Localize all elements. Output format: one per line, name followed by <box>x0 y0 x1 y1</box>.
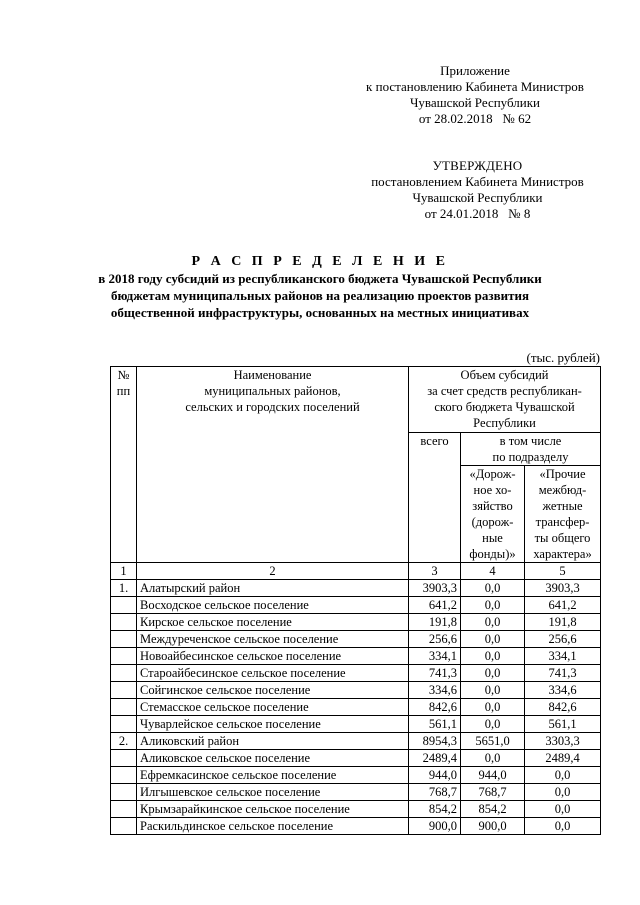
row-other-transfers: 561,1 <box>525 716 601 733</box>
column-number-row <box>111 563 601 580</box>
colnum-1: 1 <box>111 563 137 580</box>
row-total: 854,2 <box>409 801 461 818</box>
row-total: 191,8 <box>409 614 461 631</box>
row-number: 2. <box>111 733 137 750</box>
row-road-funds: 768,7 <box>461 784 525 801</box>
row-number <box>111 818 137 835</box>
header-road-line-6: фонды)» <box>469 547 516 561</box>
row-total: 561,1 <box>409 716 461 733</box>
header-num-line-1: № <box>117 368 130 382</box>
row-road-funds: 0,0 <box>461 699 525 716</box>
row-other-transfers: 0,0 <box>525 801 601 818</box>
row-number <box>111 648 137 665</box>
row-other-transfers: 641,2 <box>525 597 601 614</box>
row-other-transfers: 842,6 <box>525 699 601 716</box>
row-name: Алатырский район <box>137 580 409 597</box>
row-total: 641,2 <box>409 597 461 614</box>
table-row <box>111 733 601 750</box>
row-other-transfers: 0,0 <box>525 767 601 784</box>
row-road-funds: 0,0 <box>461 665 525 682</box>
header-road-line-4: (дорож- <box>471 515 514 529</box>
row-total: 842,6 <box>409 699 461 716</box>
row-number <box>111 784 137 801</box>
header-total: всего <box>409 433 461 563</box>
row-total: 334,6 <box>409 682 461 699</box>
table-body <box>111 580 601 835</box>
table-row <box>111 767 601 784</box>
row-road-funds: 0,0 <box>461 648 525 665</box>
table-row <box>111 580 601 597</box>
colnum-3: 3 <box>409 563 461 580</box>
header-num <box>111 367 137 563</box>
row-other-transfers: 256,6 <box>525 631 601 648</box>
row-road-funds: 0,0 <box>461 631 525 648</box>
row-number <box>111 682 137 699</box>
approved-line-3: Чувашской Республики <box>412 190 543 205</box>
row-total: 256,6 <box>409 631 461 648</box>
row-number <box>111 750 137 767</box>
header-other-transfers <box>525 466 601 563</box>
header-volume-line-3: ского бюджета Чувашской <box>434 400 575 414</box>
table-row <box>111 784 601 801</box>
row-name: Илгышевское сельское поселение <box>137 784 409 801</box>
table-row <box>111 818 601 835</box>
row-road-funds: 0,0 <box>461 716 525 733</box>
row-number: 1. <box>111 580 137 597</box>
header-other-line-1: «Прочие <box>539 467 586 481</box>
title-line-2: в 2018 году субсидий из республиканского бюджета Чувашской Республики <box>98 271 542 286</box>
approved-line-2: постановлением Кабинета Министров <box>371 174 584 189</box>
row-name: Стемасское сельское поселение <box>137 699 409 716</box>
row-road-funds: 944,0 <box>461 767 525 784</box>
approved-block <box>360 158 595 222</box>
header-including-line-1: в том числе <box>499 434 562 448</box>
header-road-line-1: «Дорож- <box>469 467 516 481</box>
row-total: 900,0 <box>409 818 461 835</box>
row-other-transfers: 2489,4 <box>525 750 601 767</box>
row-name: Раскильдинское сельское поселение <box>137 818 409 835</box>
document-title <box>80 253 560 321</box>
approved-date-number: от 24.01.2018 № 8 <box>424 206 531 221</box>
header-other-line-5: ты общего <box>534 531 591 545</box>
row-name: Крымзарайкинское сельское поселение <box>137 801 409 818</box>
header-including <box>461 433 601 466</box>
row-other-transfers: 334,1 <box>525 648 601 665</box>
header-volume-line-4: Республики <box>473 416 536 430</box>
header-volume-line-1: Объем субсидий <box>460 368 549 382</box>
row-road-funds: 5651,0 <box>461 733 525 750</box>
header-name-line-1: Наименование <box>233 368 312 382</box>
header-road-funds <box>461 466 525 563</box>
row-number <box>111 614 137 631</box>
header-other-line-6: характера» <box>533 547 592 561</box>
row-name: Аликовский район <box>137 733 409 750</box>
row-name: Ефремкасинское сельское поселение <box>137 767 409 784</box>
approved-title: УТВЕРЖДЕНО <box>432 158 523 173</box>
row-other-transfers: 3303,3 <box>525 733 601 750</box>
header-road-line-5: ные <box>482 531 503 545</box>
annex-line-3: Чувашской Республики <box>409 95 541 110</box>
row-other-transfers: 0,0 <box>525 784 601 801</box>
header-other-line-3: жетные <box>542 499 583 513</box>
row-name: Междуреченское сельское поселение <box>137 631 409 648</box>
row-name: Восходское сельское поселение <box>137 597 409 614</box>
header-including-line-2: по подразделу <box>492 450 569 464</box>
table-row <box>111 716 601 733</box>
row-total: 3903,3 <box>409 580 461 597</box>
row-road-funds: 0,0 <box>461 580 525 597</box>
annex-block <box>360 63 590 127</box>
row-number <box>111 716 137 733</box>
table-row <box>111 648 601 665</box>
row-name: Кирское сельское поселение <box>137 614 409 631</box>
header-road-line-3: зяйство <box>472 499 513 513</box>
table-row <box>111 750 601 767</box>
row-total: 334,1 <box>409 648 461 665</box>
header-name-line-2: муниципальных районов, <box>204 384 341 398</box>
row-total: 944,0 <box>409 767 461 784</box>
table-row <box>111 665 601 682</box>
colnum-4: 4 <box>461 563 525 580</box>
title-heading: Р А С П Р Е Д Е Л Е Н И Е <box>191 254 449 269</box>
header-volume-line-2: за счет средств республикан- <box>427 384 582 398</box>
header-volume <box>409 367 601 433</box>
colnum-2: 2 <box>137 563 409 580</box>
row-name: Новоайбесинское сельское поселение <box>137 648 409 665</box>
subsidy-table <box>110 366 601 835</box>
row-road-funds: 0,0 <box>461 750 525 767</box>
row-road-funds: 0,0 <box>461 614 525 631</box>
table-row <box>111 614 601 631</box>
row-number <box>111 597 137 614</box>
header-num-line-2: пп <box>116 384 131 398</box>
row-total: 768,7 <box>409 784 461 801</box>
row-number <box>111 665 137 682</box>
annex-title: Приложение <box>440 63 510 78</box>
header-road-line-2: ное хо- <box>473 483 512 497</box>
header-name-line-3: сельских и городских поселений <box>185 400 360 414</box>
table-row <box>111 682 601 699</box>
title-line-3: бюджетам муниципальных районов на реализацию проектов развития <box>110 288 530 303</box>
row-name: Чуварлейское сельское поселение <box>137 716 409 733</box>
table-row <box>111 801 601 818</box>
header-name <box>137 367 409 563</box>
row-total: 2489,4 <box>409 750 461 767</box>
units-label: (тыс. рублей) <box>526 350 600 365</box>
row-other-transfers: 191,8 <box>525 614 601 631</box>
row-other-transfers: 0,0 <box>525 818 601 835</box>
annex-line-2: к постановлению Кабинета Министров <box>366 79 584 94</box>
table-row <box>111 631 601 648</box>
row-road-funds: 854,2 <box>461 801 525 818</box>
header-other-line-4: трансфер- <box>535 515 590 529</box>
title-line-4: общественной инфраструктуры, основанных на местных инициативах <box>110 305 530 320</box>
row-other-transfers: 334,6 <box>525 682 601 699</box>
row-total: 8954,3 <box>409 733 461 750</box>
annex-date-number: от 28.02.2018 № 62 <box>418 111 532 126</box>
header-other-line-2: межбюд- <box>538 483 587 497</box>
table-row <box>111 597 601 614</box>
table-row <box>111 699 601 716</box>
row-number <box>111 699 137 716</box>
colnum-5: 5 <box>525 563 601 580</box>
row-number <box>111 801 137 818</box>
row-road-funds: 0,0 <box>461 597 525 614</box>
row-number <box>111 631 137 648</box>
row-other-transfers: 3903,3 <box>525 580 601 597</box>
row-other-transfers: 741,3 <box>525 665 601 682</box>
row-name: Сойгинское сельское поселение <box>137 682 409 699</box>
row-name: Староайбесинское сельское поселение <box>137 665 409 682</box>
header-row-1 <box>111 367 601 433</box>
row-name: Аликовское сельское поселение <box>137 750 409 767</box>
row-road-funds: 0,0 <box>461 682 525 699</box>
row-road-funds: 900,0 <box>461 818 525 835</box>
row-total: 741,3 <box>409 665 461 682</box>
row-number <box>111 767 137 784</box>
